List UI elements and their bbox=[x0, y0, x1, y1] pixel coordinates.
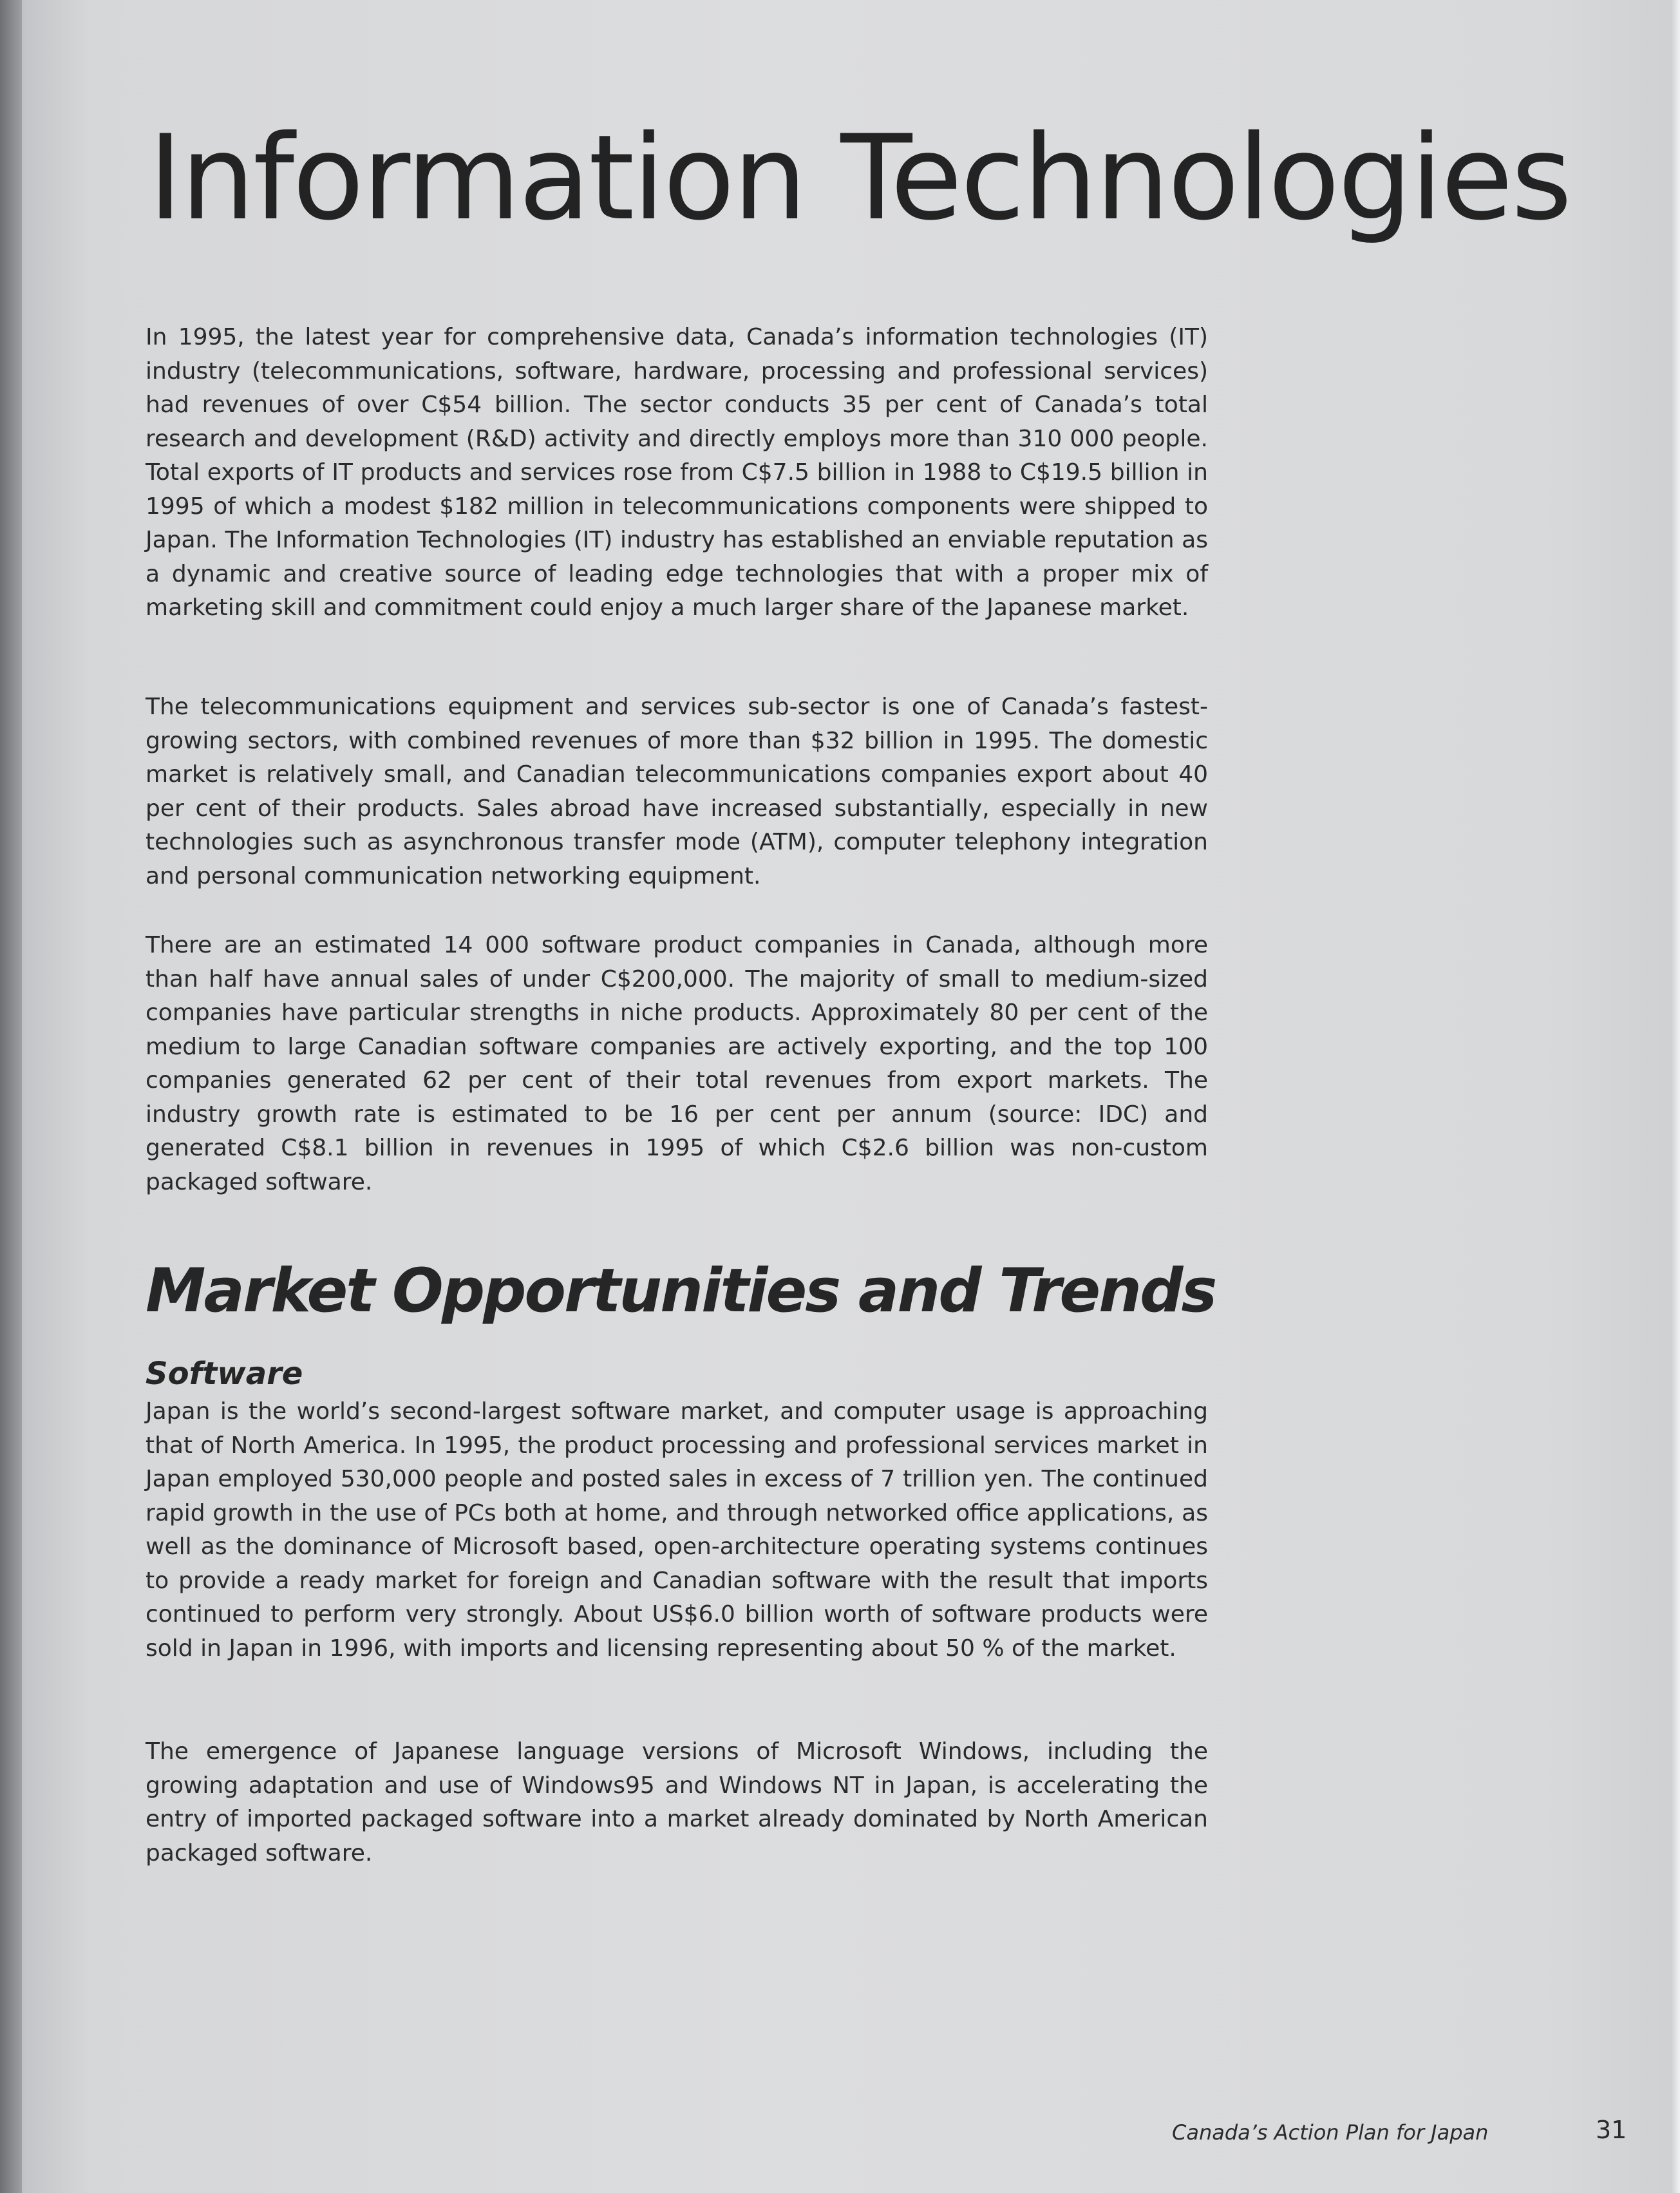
footer-publication-title: Canada’s Action Plan for Japan bbox=[1172, 2120, 1489, 2145]
sub-heading: Software bbox=[146, 1356, 303, 1392]
software-paragraph-1: Japan is the world’s second-largest software market, and computer usage is approaching that of North America. In 1995, the product processing and professional services market in Japan employed 530,000 people and posted sales in excess of 7 trillion yen. The continued rapid growth in the use of PCs both at home, and through networked office applications, as well as the dominance of Microsoft based, open-architecture operating systems continues to provide a ready market for foreign and Canadian software with the result that imports continued to perform very strongly. About US$6.0 billion worth of software products were sold in Japan in 1996, with imports and licensing representing about 50 % of the market. bbox=[146, 1398, 1208, 1662]
page-title: Information Technologies bbox=[148, 109, 1571, 246]
page-edge bbox=[1671, 0, 1680, 2193]
software-paragraph-2: The emergence of Japanese language versions of Microsoft Windows, including the growing adaptation and use of Windows95 and Windows NT in Japan, is accelerating the entry of imported packaged software into a market already dominated by North American packaged software. bbox=[146, 1738, 1208, 1866]
section-heading: Market Opportunities and Trends bbox=[146, 1256, 1216, 1326]
intro-paragraph-1: In 1995, the latest year for comprehensive data, Canada’s information technologies (IT) industry (telecommunications, software, hardware, processing and professional services) had revenues of over C$54 billion. The sector conducts 35 per cent of Canada’s total research and development (R&D) activity and directly employs more than 310 000 people. Total exports of IT products and services rose from C$7.5 billion in 1988 to C$19.5 billion in 1995 of which a modest $182 million in telecommunications components were shipped to Japan. The Information Technologies (IT) industry has established an enviable reputation as a dynamic and creative source of leading edge technologies that with a proper mix of marketing skill and commitment could enjoy a much larger share of the Japanese market. bbox=[146, 324, 1208, 621]
intro-paragraph-3: There are an estimated 14 000 software product companies in Canada, although more than half have annual sales of under C$200,000. The majority of small to medium-sized companies have particular strengths in niche products. Approximately 80 per cent of the medium to large Canadian software companies are actively exporting, and the top 100 companies generated 62 per cent of their total revenues from export markets. The industry growth rate is estimated to be 16 per cent per annum (source: IDC) and generated C$8.1 billion in revenues in 1995 of which C$2.6 billion was non-custom packaged software. bbox=[146, 932, 1208, 1195]
binding-shadow bbox=[0, 0, 22, 2193]
page-number: 31 bbox=[1596, 2116, 1627, 2144]
intro-paragraph-2: The telecommunications equipment and services sub-sector is one of Canada’s fastest-growing sectors, with combined revenues of more than $32 billion in 1995. The domestic market is relatively small, and Canadian telecommunications companies export about 40 per cent of their products. Sales abroad have increased substantially, especially in new technologies such as asynchronous transfer mode (ATM), computer telephony integration and personal communication networking equipment. bbox=[146, 694, 1208, 889]
